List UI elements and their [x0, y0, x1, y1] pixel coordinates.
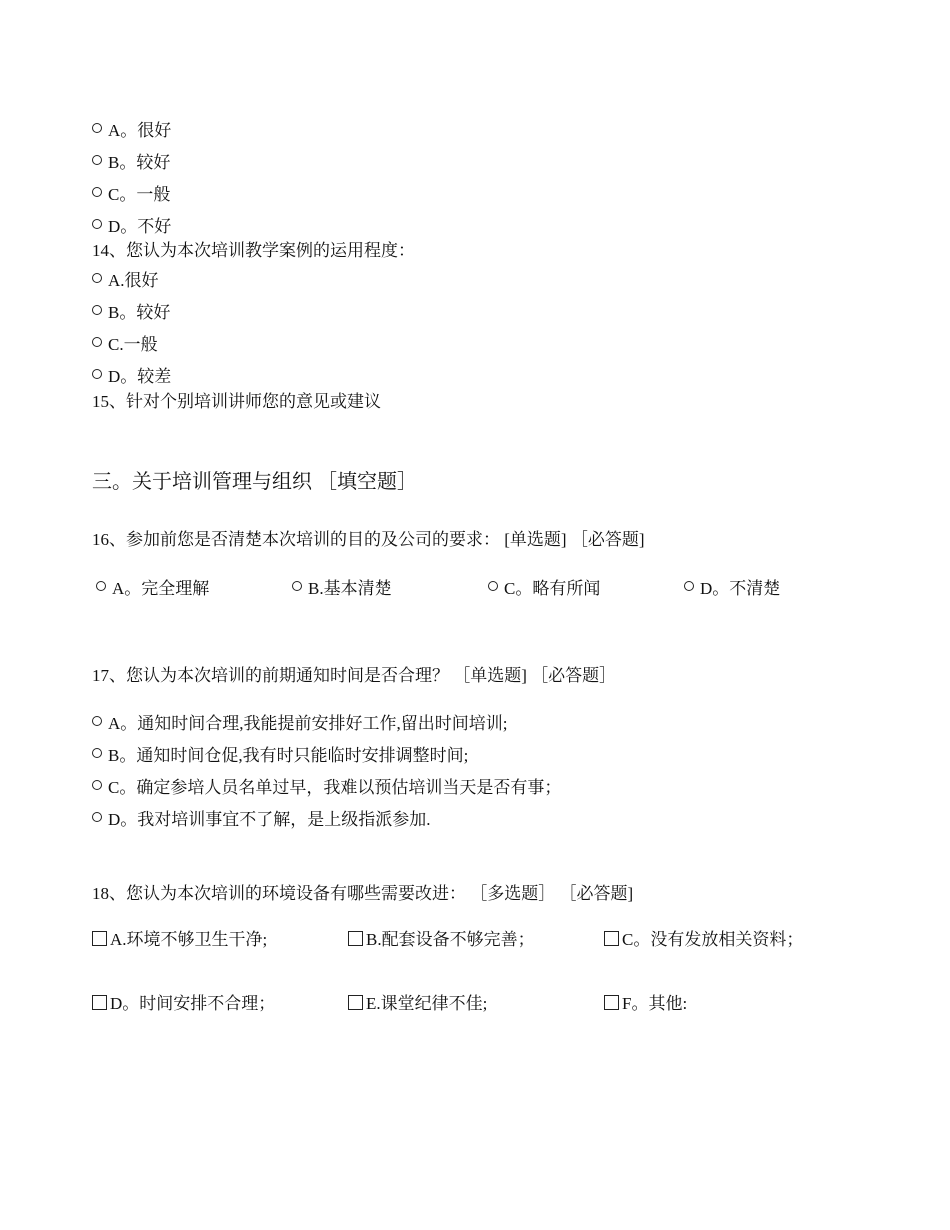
radio-icon[interactable] — [92, 748, 102, 758]
checkbox-icon[interactable] — [92, 931, 107, 946]
radio-icon[interactable] — [96, 581, 106, 591]
option-label: D。较差 — [108, 367, 172, 386]
q17-option-c[interactable] — [92, 777, 561, 799]
q17-title: 17、您认为本次培训的前期通知时间是否合理？ ［单选题] ［必答题］ — [92, 666, 617, 685]
checkbox-icon[interactable] — [604, 931, 619, 946]
q14-option-d[interactable] — [92, 366, 171, 388]
q16-option-a[interactable] — [96, 578, 209, 600]
section-heading: 三。关于培训管理与组织 ［填空题］ — [92, 471, 417, 493]
q17-option-a[interactable] — [92, 713, 508, 735]
option-label: A.环境不够卫生干净; — [110, 930, 268, 949]
radio-icon[interactable] — [684, 581, 694, 591]
q17-option-b[interactable] — [92, 745, 468, 767]
option-label: C。略有所闻 — [504, 579, 601, 598]
option-label: C。一般 — [108, 185, 171, 204]
q17-option-d[interactable] — [92, 809, 431, 831]
radio-icon[interactable] — [92, 273, 102, 283]
option-label: B.配套设备不够完善； — [366, 930, 535, 949]
radio-icon[interactable] — [92, 369, 102, 379]
q13-option-d[interactable] — [92, 216, 171, 238]
q16-option-b[interactable] — [292, 578, 392, 600]
option-label: D。时间安排不合理； — [110, 994, 276, 1013]
q13-option-a[interactable] — [92, 120, 171, 142]
q18-option-b[interactable] — [348, 929, 535, 951]
radio-icon[interactable] — [292, 581, 302, 591]
q18-title: 18、您认为本次培训的环境设备有哪些需要改进： ［多选题］ ［必答题] — [92, 884, 634, 903]
option-label: C。确定参培人员名单过早，我难以预估培训当天是否有事； — [108, 778, 562, 797]
radio-icon[interactable] — [92, 219, 102, 229]
q18-option-d[interactable] — [92, 993, 275, 1015]
option-label: C。没有发放相关资料； — [622, 930, 804, 949]
radio-icon[interactable] — [92, 155, 102, 165]
q18-option-e[interactable] — [348, 993, 487, 1015]
option-label: B。较好 — [108, 303, 171, 322]
q18-option-f[interactable] — [604, 993, 687, 1015]
option-label: C.一般 — [108, 335, 158, 354]
option-label: D。不好 — [108, 217, 172, 236]
option-label: A.很好 — [108, 271, 159, 290]
q14-option-c[interactable] — [92, 334, 158, 356]
q18-option-a[interactable] — [92, 929, 267, 951]
radio-icon[interactable] — [488, 581, 498, 591]
radio-icon[interactable] — [92, 812, 102, 822]
option-label: B。通知时间仓促,我有时只能临时安排调整时间; — [108, 746, 469, 765]
q15-title: 15、针对个别培训讲师您的意见或建议 — [92, 392, 381, 411]
option-label: B.基本清楚 — [308, 579, 392, 598]
radio-icon[interactable] — [92, 716, 102, 726]
option-label: F。其他: — [622, 994, 688, 1013]
q14-title: 14、您认为本次培训教学案例的运用程度： — [92, 241, 415, 260]
option-label: E.课堂纪律不佳; — [366, 994, 488, 1013]
q16-option-d[interactable] — [684, 578, 780, 600]
radio-icon[interactable] — [92, 780, 102, 790]
option-label: D。不清楚 — [700, 579, 781, 598]
checkbox-icon[interactable] — [92, 995, 107, 1010]
option-label: B。较好 — [108, 153, 171, 172]
q13-option-c[interactable] — [92, 184, 170, 206]
radio-icon[interactable] — [92, 187, 102, 197]
option-label: A。通知时间合理,我能提前安排好工作,留出时间培训; — [108, 714, 508, 733]
checkbox-icon[interactable] — [604, 995, 619, 1010]
radio-icon[interactable] — [92, 305, 102, 315]
radio-icon[interactable] — [92, 123, 102, 133]
q16-option-c[interactable] — [488, 578, 600, 600]
option-label: D。我对培训事宜不了解，是上级指派参加. — [108, 810, 431, 829]
radio-icon[interactable] — [92, 337, 102, 347]
q16-title: 16、参加前您是否清楚本次培训的目的及公司的要求： [单选题] ［必答题] — [92, 530, 645, 549]
checkbox-icon[interactable] — [348, 931, 363, 946]
q13-option-b[interactable] — [92, 152, 170, 174]
q18-option-c[interactable] — [604, 929, 803, 951]
q14-option-a[interactable] — [92, 270, 159, 292]
checkbox-icon[interactable] — [348, 995, 363, 1010]
option-label: A。完全理解 — [112, 579, 210, 598]
q14-option-b[interactable] — [92, 302, 170, 324]
option-label: A。很好 — [108, 121, 172, 140]
